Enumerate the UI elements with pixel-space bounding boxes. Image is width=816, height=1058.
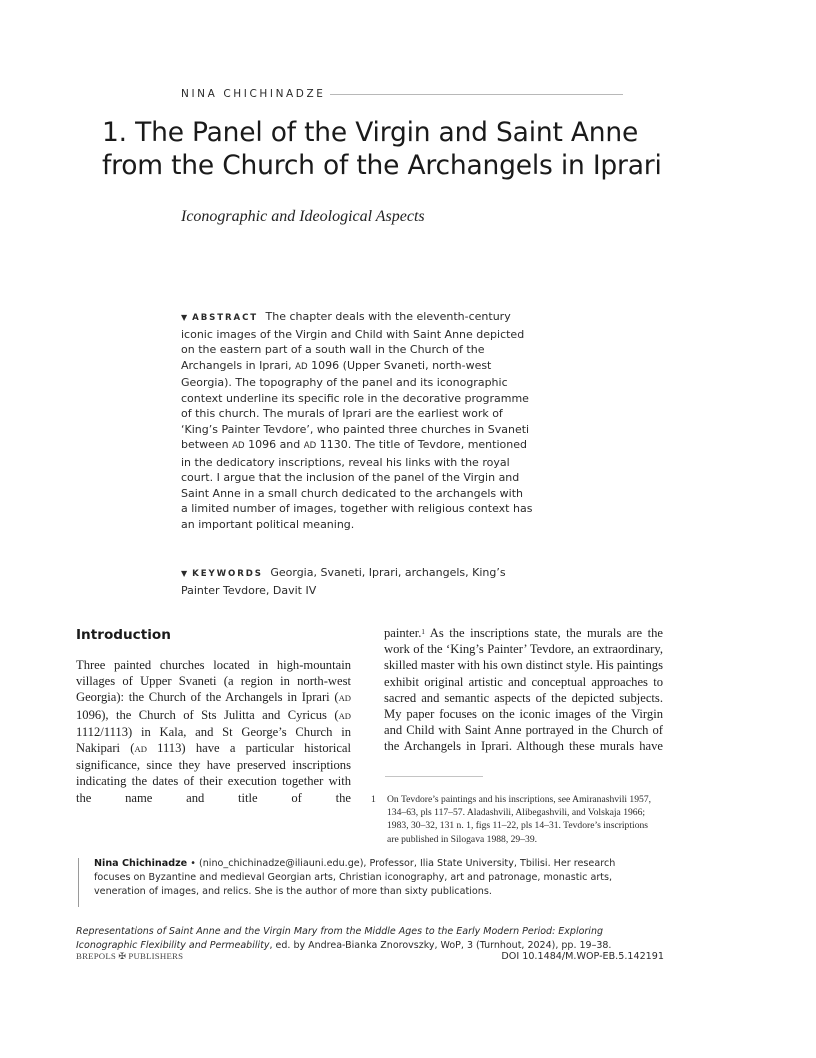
keywords-label: KEYWORDS xyxy=(192,569,263,579)
body-text: As the inscriptions state, the murals are the work of the ‘King’s Painter’ Tevdore, an extraordinary, skilled master with his own distinct style. His paintings exhibit original artistic and conceptual approaches to sacred and semantic aspects of the depicted subjects. My paper focuses on the iconic images of the Virgin and Child with Saint Anne portrayed in the Church of the Archangels in Iprari. Although these murals have xyxy=(384,626,663,754)
publisher-imprint: BREPOLS ✠ PUBLISHERS xyxy=(76,951,184,961)
abstract-text-part: 1130. The title of Tevdore, mentioned in the dedicatory inscriptions, reveal his links with the royal court. I argue that the inclusion of the panel of the Virgin and Saint Anne in a small church dedicated to the archangels with a limited number of images, together with religious context has an important political meaning. xyxy=(181,438,533,531)
citation-details: , ed. by Andrea-Bianka Znorovszky, WoP, 3 (Turnhout, 2024), pp. 19–38. xyxy=(269,940,612,951)
body-column-left xyxy=(76,657,351,806)
triangle-down-icon: ▼ xyxy=(181,313,188,322)
body-text: 1113) have a particular historical significance, since they have preserved inscriptions indicating the dates of their execution together with the name and title of the xyxy=(76,741,352,805)
author-bio xyxy=(94,857,639,900)
keywords-text: Georgia, Svaneti, Iprari, archangels, King’s Painter Tevdore, Davit IV xyxy=(181,566,506,597)
triangle-down-icon: ▼ xyxy=(181,569,188,578)
body-text: painter. xyxy=(384,626,422,640)
bio-text: (nino_chichinadze@iliauni.edu.ge), Professor, Ilia State University, Tbilisi. Her research focuses on Byzantine and medieval Georgian arts, Christian iconography, art and patronage, monastic arts, veneration of images, and relics. She is the author of more than sixty publications. xyxy=(94,858,616,898)
era-abbrev: AD xyxy=(295,361,308,372)
doi-link[interactable]: DOI 10.1484/M.WOP-EB.5.142191 xyxy=(501,951,664,962)
abstract-text-part: 1096 and xyxy=(244,438,304,451)
era-abbrev: AD xyxy=(232,441,245,451)
header-rule xyxy=(330,94,623,95)
book-title: Representations of Saint Anne and the Virgin Mary from the Middle Ages to the Early Modern Period: Exploring Iconographic Flexibility and Permeability xyxy=(76,926,603,951)
body-text: 1096), the Church of Sts Julitta and Cyricus ( xyxy=(76,707,339,722)
chapter-subtitle: Iconographic and Ideological Aspects xyxy=(181,208,425,225)
chapter-title-line-1: 1. The Panel of the Virgin and Saint Anne xyxy=(102,117,639,148)
footnote xyxy=(371,793,661,846)
era-abbrev: AD xyxy=(338,693,351,704)
era-abbrev: AD xyxy=(338,710,351,721)
section-heading-introduction: Introduction xyxy=(76,627,171,643)
chapter-title-line-2: from the Church of the Archangels in Iprari xyxy=(102,150,662,181)
abstract-label: ABSTRACT xyxy=(192,313,259,323)
body-column-right xyxy=(384,625,663,755)
bio-rule xyxy=(78,858,79,907)
abstract-text-part: 1096 (Upper Svaneti, north-west Georgia). The topography of the panel and its iconographic context underline its specific role in the decorative programme of this church. The murals of Iprari are the earliest work of ‘King’s Painter Tevdore’, who painted three churches in Svaneti between xyxy=(181,358,530,451)
footnote-text: On Tevdore’s paintings and his inscriptions, see Amiranashvili 1957, 134–63, pls 117–57. Aladashvili, Alibegashvili, and Volskaja 1966; 1983, 30–32, 131 n. 1, figs 11–22, pls 14–31. Tevdore’s inscriptions are published in Silogava 1988, 29–39. xyxy=(387,794,652,845)
footnote-reference[interactable]: 1 xyxy=(421,628,425,636)
keywords-block xyxy=(181,565,533,598)
era-abbrev: AD xyxy=(134,744,147,755)
bio-separator: • xyxy=(187,858,199,869)
abstract-block xyxy=(181,309,533,532)
body-paragraph xyxy=(384,625,663,755)
book-citation xyxy=(76,925,666,953)
footnote-number: 1 xyxy=(371,794,376,805)
bio-author-name: Nina Chichinadze xyxy=(94,858,188,869)
abstract-text xyxy=(181,310,532,531)
footnote-separator xyxy=(385,776,483,777)
abstract-text-part: The chapter deals with the eleventh-century iconic images of the Virgin and Child with Saint Anne depicted on the eastern part of a south wall in the Church of the Archangels in Iprari, xyxy=(181,310,525,372)
era-abbrev: AD xyxy=(303,441,317,451)
body-paragraph xyxy=(76,657,351,806)
running-author-name: NINA CHICHINADZE xyxy=(181,88,326,100)
body-text: 1112/1113) in Kala, and St George’s Church in Nakipari ( xyxy=(76,724,351,756)
body-text: Three painted churches located in high-mountain villages of Upper Svaneti (a region in north-west Georgia): the Church of the Archangels in Iprari ( xyxy=(76,658,351,705)
chapter-title xyxy=(102,116,662,182)
